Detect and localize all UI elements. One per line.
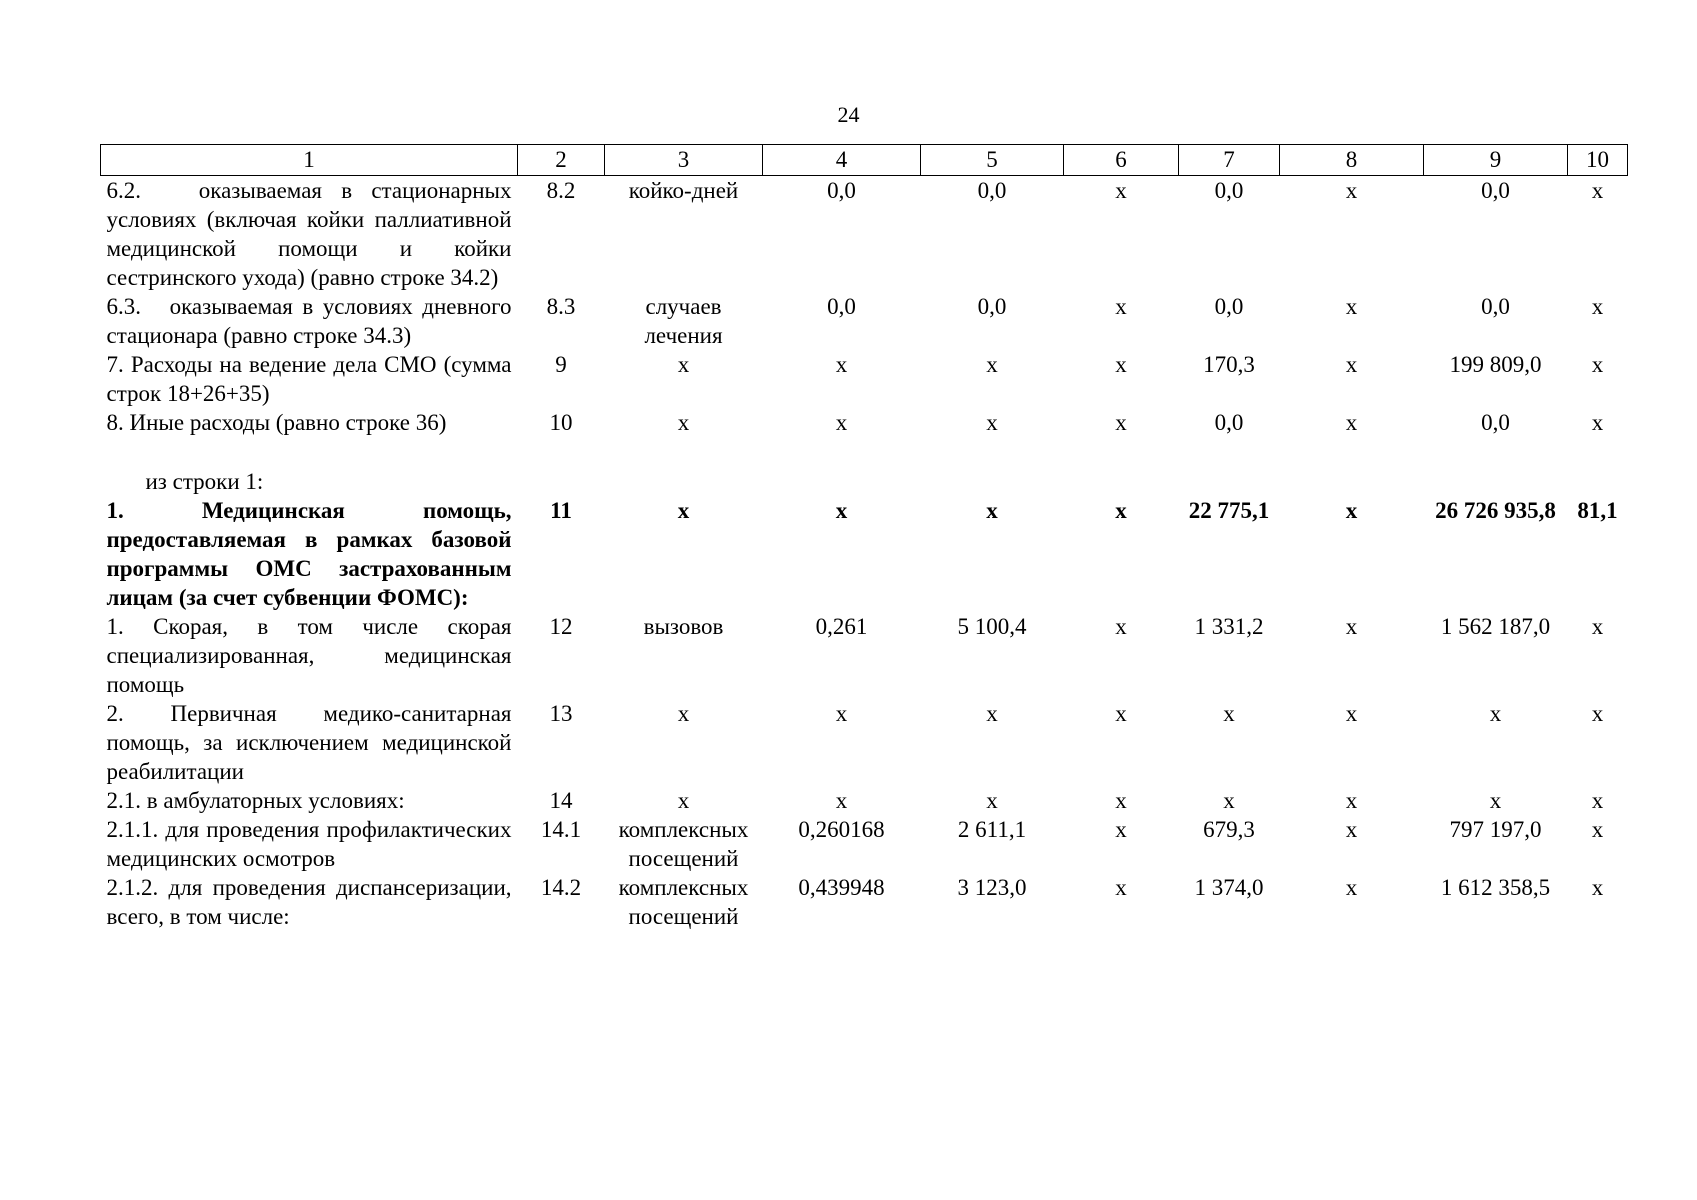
value-cell: 0,0 <box>1481 294 1510 319</box>
value-cell: х <box>1591 614 1604 639</box>
value-cell: х <box>1115 788 1127 813</box>
unit-cell: х <box>677 410 690 435</box>
value-cell: х <box>1591 701 1604 726</box>
row-description: 2. Первичная медико-санитарная помощь, за исключением медицинской реабилитации <box>106 701 512 784</box>
row-code: 13 <box>549 701 573 726</box>
value-cell: 199 809,0 <box>1449 352 1542 377</box>
col-header: 5 <box>921 145 1064 176</box>
header-row <box>101 145 1628 176</box>
data-table <box>100 144 1628 931</box>
row-code: 14.1 <box>540 817 582 842</box>
value-cell: х <box>1591 410 1604 435</box>
value-cell: 81,1 <box>1577 498 1618 523</box>
value-cell: 0,261 <box>815 614 868 639</box>
row-description: 6.2. оказываемая в стационарных условиях (включая койки паллиативной медицинской помощи и койки сестринского ухода) (равно строке 34.2) <box>106 178 512 290</box>
table-row <box>101 873 1628 931</box>
col-header: 4 <box>763 145 921 176</box>
value-cell: х <box>1591 817 1604 842</box>
table-row <box>101 786 1628 815</box>
value-cell: х <box>1115 178 1127 203</box>
page-number: 24 <box>837 102 860 127</box>
row-description: 8. Иные расходы (равно строке 36) <box>106 410 447 435</box>
value-cell: 5 100,4 <box>957 614 1027 639</box>
row-code: 9 <box>555 352 567 377</box>
value-cell: 679,3 <box>1203 817 1255 842</box>
value-cell: х <box>1345 701 1358 726</box>
value-cell: х <box>1345 178 1358 203</box>
value-cell: х <box>1591 875 1604 900</box>
value-cell: х <box>1115 352 1127 377</box>
value-cell: 0,260168 <box>798 817 885 842</box>
table-row <box>101 815 1628 873</box>
value-cell: х <box>1223 788 1235 813</box>
value-cell: х <box>1115 701 1127 726</box>
table-row <box>101 176 1628 293</box>
row-description: 2.1.2. для проведения диспансеризации, всего, в том числе: <box>106 875 512 929</box>
value-cell: 26 726 935,8 <box>1435 498 1556 523</box>
value-cell: х <box>986 498 998 523</box>
value-cell: 0,0 <box>1481 410 1510 435</box>
value-cell: х <box>1345 352 1358 377</box>
value-cell: х <box>835 498 848 523</box>
value-cell: х <box>1115 817 1127 842</box>
value-cell: х <box>1345 875 1358 900</box>
table-row <box>101 350 1628 408</box>
value-cell: х <box>986 788 998 813</box>
value-cell: 0,0 <box>1214 410 1244 435</box>
value-cell: х <box>1115 875 1127 900</box>
unit-cell: вызовов <box>643 614 724 639</box>
value-cell: х <box>1345 817 1358 842</box>
row-description: 1. Медицинская помощь, предоставляемая в рамках базовой программы ОМС застрахованным лицам (за счет субвенции ФОМС): <box>106 498 512 610</box>
table-row <box>101 612 1628 699</box>
value-cell: х <box>986 701 998 726</box>
row-code: 14 <box>549 788 573 813</box>
value-cell: х <box>1115 410 1127 435</box>
value-cell: х <box>1489 788 1502 813</box>
unit-cell: х <box>677 352 690 377</box>
value-cell: 0,439948 <box>798 875 885 900</box>
value-cell: 0,0 <box>977 294 1007 319</box>
value-cell: х <box>1489 701 1502 726</box>
col-header: 7 <box>1179 145 1280 176</box>
value-cell: 1 331,2 <box>1194 614 1264 639</box>
value-cell: 1 612 358,5 <box>1440 875 1551 900</box>
row-code: 8.2 <box>546 178 576 203</box>
value-cell: 0,0 <box>1214 178 1244 203</box>
value-cell: х <box>1345 498 1358 523</box>
row-description: 2.1.1. для проведения профилактических медицинских осмотров <box>106 817 512 871</box>
value-cell: х <box>1115 614 1127 639</box>
value-cell: х <box>1591 352 1604 377</box>
col-header: 2 <box>518 145 605 176</box>
unit-cell: случаев лечения <box>644 294 723 348</box>
row-code: 12 <box>549 614 573 639</box>
value-cell: х <box>1115 294 1127 319</box>
value-cell: 22 775,1 <box>1188 498 1270 523</box>
value-cell: х <box>986 410 998 435</box>
col-header: 3 <box>605 145 763 176</box>
col-header: 1 <box>101 145 518 176</box>
value-cell: х <box>835 788 848 813</box>
value-cell: 1 374,0 <box>1194 875 1264 900</box>
table-row <box>101 699 1628 786</box>
table-row <box>101 408 1628 437</box>
value-cell: х <box>835 701 848 726</box>
row-description: 6.3. оказываемая в условиях дневного стационара (равно строке 34.3) <box>106 294 512 348</box>
value-cell: х <box>1591 178 1604 203</box>
row-description: 7. Расходы на ведение дела СМО (сумма строк 18+26+35) <box>106 352 512 406</box>
unit-cell: х <box>677 701 690 726</box>
value-cell: х <box>1345 294 1358 319</box>
col-header: 9 <box>1424 145 1568 176</box>
row-code: 8.3 <box>546 294 576 319</box>
unit-cell: комплексных посещений <box>618 817 749 871</box>
value-cell: 0,0 <box>827 178 856 203</box>
col-header: 6 <box>1064 145 1179 176</box>
row-description: 1. Скорая, в том числе скорая специализированная, медицинская помощь <box>106 614 512 697</box>
value-cell: х <box>1345 614 1358 639</box>
value-cell: х <box>1591 788 1604 813</box>
table-row <box>101 292 1628 350</box>
value-cell: х <box>1591 294 1604 319</box>
sub-heading-row <box>101 437 1628 496</box>
value-cell: х <box>986 352 998 377</box>
value-cell: 2 611,1 <box>957 817 1027 842</box>
sub-heading: из строки 1: <box>145 469 264 494</box>
value-cell: 0,0 <box>1214 294 1244 319</box>
value-cell: х <box>1115 498 1127 523</box>
value-cell: х <box>1223 701 1235 726</box>
value-cell: 797 197,0 <box>1449 817 1542 842</box>
value-cell: 0,0 <box>827 294 856 319</box>
value-cell: 0,0 <box>1481 178 1510 203</box>
row-description: 2.1. в амбулаторных условиях: <box>106 788 405 813</box>
col-header: 8 <box>1280 145 1424 176</box>
table-row <box>101 496 1628 612</box>
row-code: 10 <box>549 410 573 435</box>
value-cell: 170,3 <box>1203 352 1255 377</box>
value-cell: 1 562 187,0 <box>1440 614 1551 639</box>
col-header: 10 <box>1568 145 1628 176</box>
value-cell: х <box>835 352 848 377</box>
row-code: 14.2 <box>540 875 582 900</box>
unit-cell: комплексных посещений <box>618 875 749 929</box>
row-code: 11 <box>550 498 572 523</box>
unit-cell: х <box>677 498 690 523</box>
value-cell: х <box>835 410 848 435</box>
unit-cell: х <box>677 788 690 813</box>
value-cell: 0,0 <box>977 178 1007 203</box>
unit-cell: койко-дней <box>628 178 739 203</box>
value-cell: 3 123,0 <box>957 875 1027 900</box>
value-cell: х <box>1345 788 1358 813</box>
value-cell: х <box>1345 410 1358 435</box>
